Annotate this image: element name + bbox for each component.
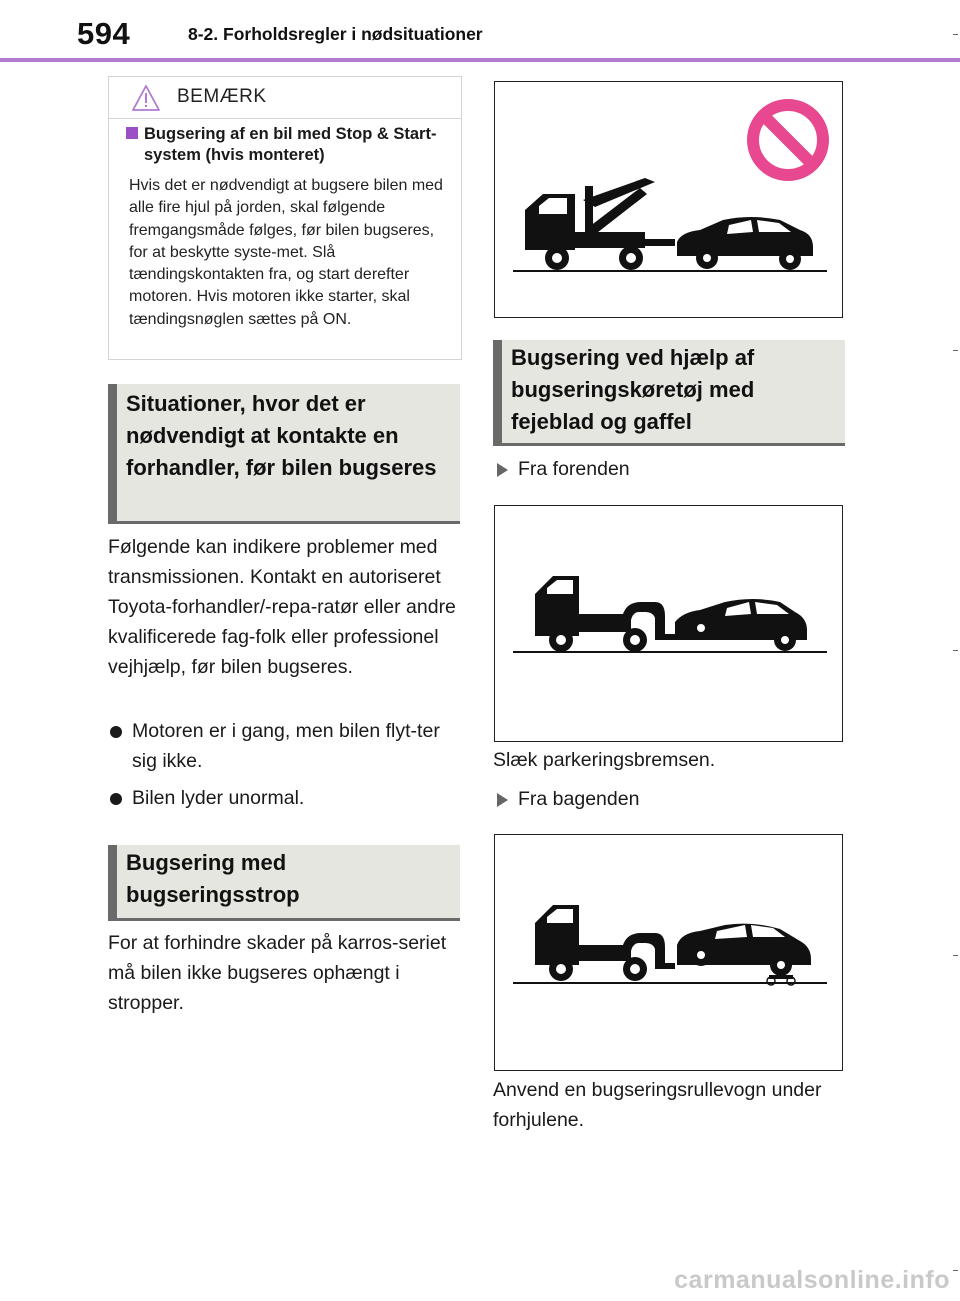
figure-tow-from-rear	[494, 834, 843, 1071]
page-number: 594	[77, 16, 131, 51]
rear-instruction: Anvend en bugseringsrullevogn under forhjulene.	[493, 1079, 822, 1131]
item-label: Fra forenden	[518, 458, 630, 480]
section-heading-tow-truck	[493, 340, 845, 446]
watermark: carmanualsonline.info	[674, 1266, 950, 1294]
prohibited-icon	[753, 105, 823, 175]
crop-mark	[953, 955, 958, 956]
tow-truck-illustration	[495, 835, 844, 1072]
bullet-item	[108, 716, 462, 776]
section-heading-dealer	[108, 384, 460, 524]
note-subtitle	[126, 124, 466, 166]
triangle-bullet-icon	[497, 793, 508, 807]
header-rule	[0, 58, 960, 62]
note-title: BEMÆRK	[177, 86, 267, 107]
crop-mark	[953, 34, 958, 35]
section-heading-text: Bugsering ved hjælp af bugseringskøretøj med fejeblad og gaffel	[511, 345, 755, 434]
triangle-item-front	[494, 454, 630, 484]
crop-mark	[953, 1270, 958, 1271]
note-body: Hvis det er nødvendigt at bugsere bilen med alle fire hjul på jorden, skal følgende fremgangsmåde følges, før bilen bugseres, for at beskytte syste-met. Slå tændingskontakten fra, og start derefter motoren. Hvis motoren ikke starter, skal tændingsnøglen sættes på ON.	[129, 177, 443, 328]
bullet-text: Bilen lyder unormal.	[132, 787, 305, 809]
note-box	[108, 76, 462, 360]
strap-paragraph: For at forhindre skader på karros-seriet må bilen ikke bugseres ophængt i stropper.	[108, 932, 447, 1014]
dealer-paragraph: Følgende kan indikere problemer med transmissionen. Kontakt en autoriseret Toyota-forhandler/-repa-ratør eller andre kvalificerede fag-folk eller professionel vejhjælp, før bilen bugseres.	[108, 536, 456, 678]
warning-triangle-icon	[131, 84, 161, 112]
triangle-bullet-icon	[497, 463, 508, 477]
square-bullet-icon	[126, 127, 138, 139]
figure-tow-from-front	[494, 505, 843, 742]
note-header	[109, 77, 461, 119]
bullet-dot-icon	[110, 793, 122, 805]
figure-prohibited-towing	[494, 81, 843, 318]
section-heading-text: Situationer, hvor det er nødvendigt at kontakte en forhandler, før bilen bugseres	[126, 391, 437, 480]
chapter-title: 8-2. Forholdsregler i nødsituationer	[188, 24, 483, 44]
crop-mark	[953, 350, 958, 351]
bullet-item	[108, 783, 462, 813]
section-heading-strap	[108, 845, 460, 921]
prohibited-tow-illustration	[495, 82, 844, 319]
triangle-item-rear	[494, 784, 639, 814]
item-label: Fra bagenden	[518, 788, 640, 810]
front-instruction: Slæk parkeringsbremsen.	[493, 749, 716, 771]
section-heading-text: Bugsering med bugseringsstrop	[126, 850, 300, 907]
tow-truck-illustration	[495, 506, 844, 743]
note-subtitle-text: Bugsering af en bil med Stop & Start-system (hvis monteret)	[144, 125, 437, 164]
bullet-text: Motoren er i gang, men bilen flyt-ter sig ikke.	[132, 720, 440, 772]
crop-mark	[953, 650, 958, 651]
bullet-dot-icon	[110, 726, 122, 738]
